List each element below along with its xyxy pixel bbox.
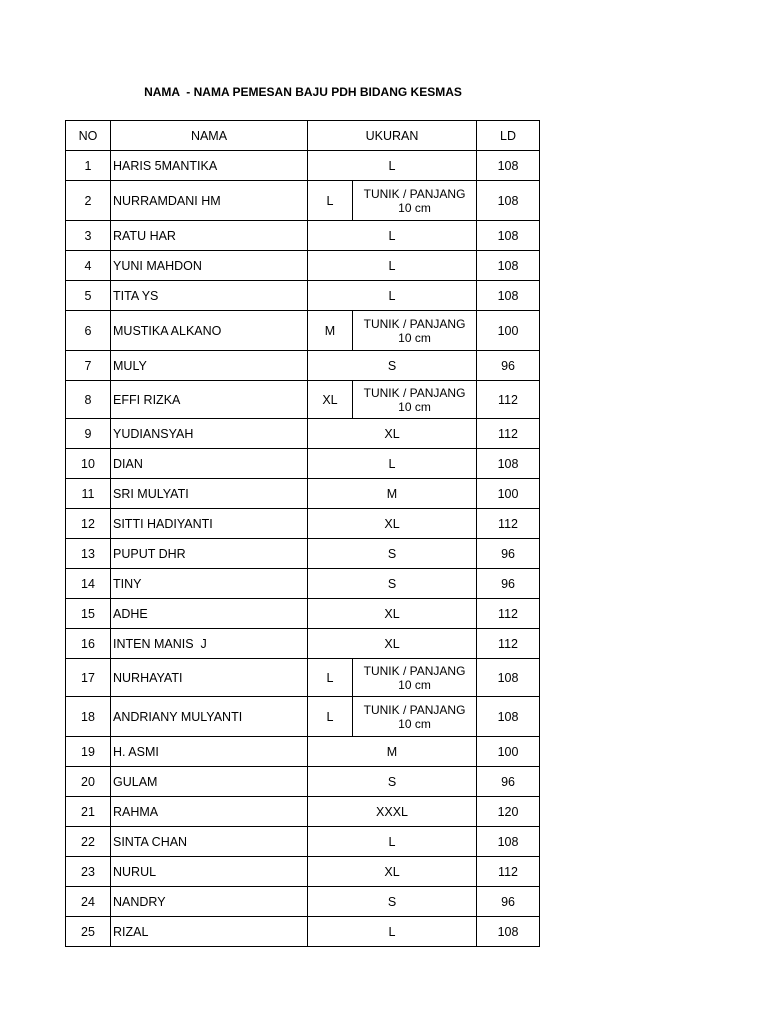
cell-nama: ADHE	[111, 599, 308, 629]
cell-ld: 112	[477, 857, 540, 887]
cell-nama: SINTA CHAN	[111, 827, 308, 857]
header-ld: LD	[477, 121, 540, 151]
cell-nama: SITTI HADIYANTI	[111, 509, 308, 539]
cell-ukuran: XL	[308, 419, 477, 449]
table-row	[66, 857, 540, 887]
cell-ld: 96	[477, 539, 540, 569]
cell-no: 20	[66, 767, 111, 797]
note-line-2: 10 cm	[398, 677, 431, 692]
cell-nama: YUDIANSYAH	[111, 419, 308, 449]
table-row	[66, 767, 540, 797]
table-header-row	[66, 121, 540, 151]
cell-nama: NURUL	[111, 857, 308, 887]
cell-ukuran: XL	[308, 599, 477, 629]
cell-ukuran-note	[353, 659, 477, 697]
note-line-1: TUNIK / PANJANG	[363, 663, 466, 678]
cell-ukuran: L	[308, 697, 353, 737]
cell-ld: 108	[477, 659, 540, 697]
table-row	[66, 281, 540, 311]
table-row	[66, 419, 540, 449]
cell-ld: 112	[477, 599, 540, 629]
cell-nama: NANDRY	[111, 887, 308, 917]
table-row	[66, 479, 540, 509]
table-row	[66, 449, 540, 479]
cell-ld: 96	[477, 569, 540, 599]
cell-nama: SRI MULYATI	[111, 479, 308, 509]
cell-ld: 108	[477, 449, 540, 479]
cell-ld: 96	[477, 887, 540, 917]
table-row	[66, 181, 540, 221]
cell-ukuran-note	[353, 311, 477, 351]
cell-ld: 112	[477, 509, 540, 539]
table-row	[66, 917, 540, 947]
cell-ukuran: L	[308, 659, 353, 697]
cell-ukuran: XL	[308, 857, 477, 887]
cell-nama: RAHMA	[111, 797, 308, 827]
table-row	[66, 599, 540, 629]
table-row	[66, 351, 540, 381]
cell-ukuran: XXXL	[308, 797, 477, 827]
cell-ukuran-note	[353, 381, 477, 419]
cell-nama: ANDRIANY MULYANTI	[111, 697, 308, 737]
cell-ld: 108	[477, 917, 540, 947]
cell-no: 8	[66, 381, 111, 419]
cell-ukuran: L	[308, 449, 477, 479]
table-row	[66, 629, 540, 659]
note-line-2: 10 cm	[398, 399, 431, 414]
note-line-2: 10 cm	[398, 716, 431, 731]
cell-ukuran: S	[308, 887, 477, 917]
cell-no: 24	[66, 887, 111, 917]
cell-ld: 108	[477, 251, 540, 281]
cell-no: 14	[66, 569, 111, 599]
cell-ld: 108	[477, 697, 540, 737]
cell-no: 5	[66, 281, 111, 311]
cell-nama: TINY	[111, 569, 308, 599]
cell-ld: 120	[477, 797, 540, 827]
cell-ukuran: XL	[308, 629, 477, 659]
cell-ukuran: L	[308, 151, 477, 181]
cell-no: 21	[66, 797, 111, 827]
cell-ld: 96	[477, 351, 540, 381]
cell-ld: 112	[477, 629, 540, 659]
table-row	[66, 569, 540, 599]
table-row	[66, 697, 540, 737]
cell-ukuran-note	[353, 181, 477, 221]
cell-no: 22	[66, 827, 111, 857]
document-title: NAMA - NAMA PEMESAN BAJU PDH BIDANG KESMAS	[144, 85, 462, 99]
cell-nama: INTEN MANIS J	[111, 629, 308, 659]
cell-no: 2	[66, 181, 111, 221]
cell-ukuran: L	[308, 281, 477, 311]
cell-ukuran: L	[308, 917, 477, 947]
table-row	[66, 509, 540, 539]
cell-ukuran: M	[308, 479, 477, 509]
cell-ld: 112	[477, 381, 540, 419]
cell-nama: DIAN	[111, 449, 308, 479]
cell-nama: RIZAL	[111, 917, 308, 947]
cell-ld: 108	[477, 181, 540, 221]
table-row	[66, 311, 540, 351]
cell-nama: EFFI RIZKA	[111, 381, 308, 419]
table-row	[66, 659, 540, 697]
order-table	[65, 120, 540, 947]
header-ukuran: UKURAN	[308, 121, 477, 151]
cell-ukuran: M	[308, 737, 477, 767]
table-row	[66, 251, 540, 281]
cell-ld: 100	[477, 479, 540, 509]
table-row	[66, 381, 540, 419]
cell-ukuran: S	[308, 569, 477, 599]
table-row	[66, 539, 540, 569]
cell-no: 16	[66, 629, 111, 659]
cell-nama: GULAM	[111, 767, 308, 797]
cell-no: 23	[66, 857, 111, 887]
cell-nama: PUPUT DHR	[111, 539, 308, 569]
cell-ld: 108	[477, 151, 540, 181]
table-row	[66, 221, 540, 251]
cell-ld: 108	[477, 827, 540, 857]
cell-no: 10	[66, 449, 111, 479]
note-line-1: TUNIK / PANJANG	[363, 702, 466, 717]
table-row	[66, 737, 540, 767]
note-line-2: 10 cm	[398, 200, 431, 215]
cell-ukuran: S	[308, 351, 477, 381]
cell-no: 6	[66, 311, 111, 351]
header-no: NO	[66, 121, 111, 151]
note-line-1: TUNIK / PANJANG	[363, 186, 466, 201]
note-line-2: 10 cm	[398, 330, 431, 345]
cell-no: 3	[66, 221, 111, 251]
cell-ukuran: L	[308, 181, 353, 221]
table-row	[66, 151, 540, 181]
cell-ukuran: S	[308, 539, 477, 569]
cell-nama: MULY	[111, 351, 308, 381]
note-line-1: TUNIK / PANJANG	[363, 385, 466, 400]
table-row	[66, 887, 540, 917]
cell-nama: RATU HAR	[111, 221, 308, 251]
table-body	[66, 151, 540, 947]
table-row	[66, 797, 540, 827]
table-row	[66, 827, 540, 857]
cell-nama: MUSTIKA ALKANO	[111, 311, 308, 351]
cell-ukuran-note	[353, 697, 477, 737]
header-nama: NAMA	[111, 121, 308, 151]
cell-ukuran: L	[308, 827, 477, 857]
cell-ld: 108	[477, 281, 540, 311]
cell-ukuran: M	[308, 311, 353, 351]
cell-no: 18	[66, 697, 111, 737]
cell-no: 12	[66, 509, 111, 539]
cell-no: 13	[66, 539, 111, 569]
cell-nama: NURHAYATI	[111, 659, 308, 697]
cell-no: 7	[66, 351, 111, 381]
cell-nama: H. ASMI	[111, 737, 308, 767]
cell-no: 17	[66, 659, 111, 697]
cell-ld: 100	[477, 311, 540, 351]
cell-no: 19	[66, 737, 111, 767]
cell-ld: 112	[477, 419, 540, 449]
cell-no: 11	[66, 479, 111, 509]
cell-ld: 100	[477, 737, 540, 767]
cell-nama: YUNI MAHDON	[111, 251, 308, 281]
cell-nama: NURRAMDANI HM	[111, 181, 308, 221]
cell-ukuran: XL	[308, 509, 477, 539]
cell-nama: HARIS 5MANTIKA	[111, 151, 308, 181]
cell-no: 4	[66, 251, 111, 281]
cell-no: 15	[66, 599, 111, 629]
note-line-1: TUNIK / PANJANG	[363, 316, 466, 331]
cell-ukuran: L	[308, 221, 477, 251]
cell-ld: 108	[477, 221, 540, 251]
cell-no: 1	[66, 151, 111, 181]
cell-no: 25	[66, 917, 111, 947]
cell-no: 9	[66, 419, 111, 449]
cell-ukuran: XL	[308, 381, 353, 419]
cell-ukuran: L	[308, 251, 477, 281]
cell-ukuran: S	[308, 767, 477, 797]
cell-ld: 96	[477, 767, 540, 797]
cell-nama: TITA YS	[111, 281, 308, 311]
